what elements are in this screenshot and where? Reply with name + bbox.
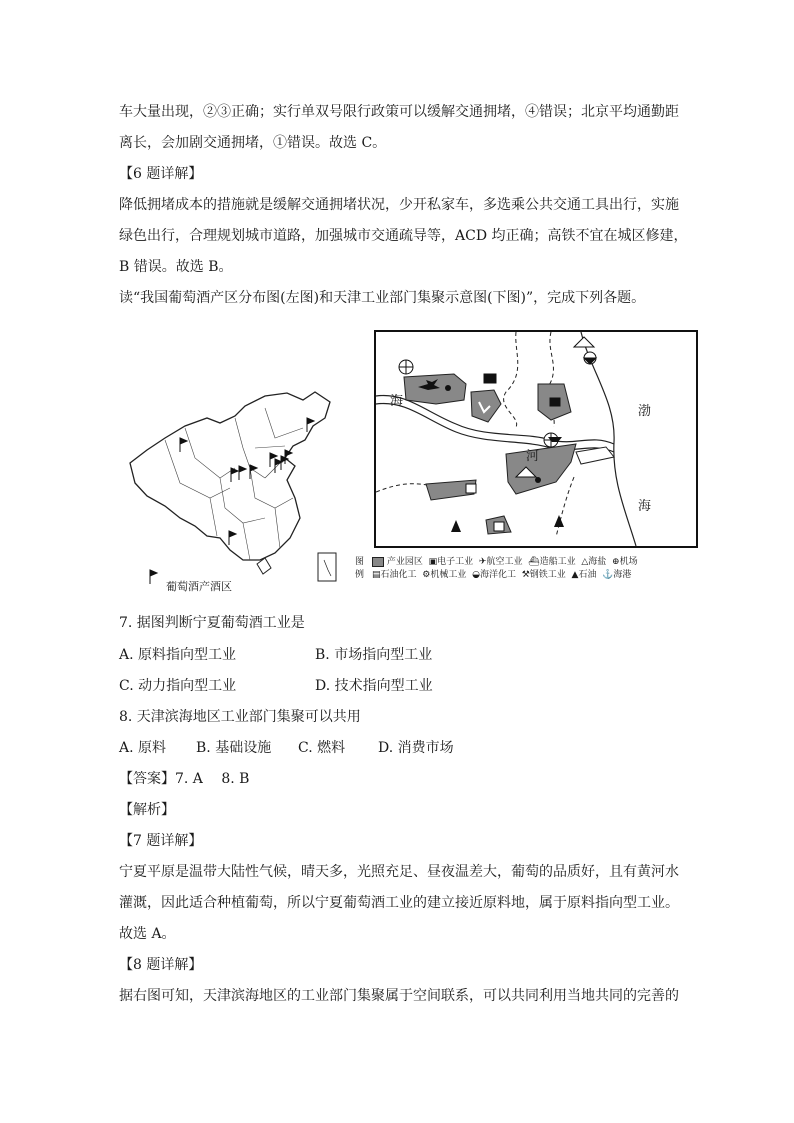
legend-item: 机场 [619, 557, 638, 567]
question-7: 7. 据图判断宁夏葡萄酒工业是 [119, 615, 305, 631]
steel-icon: ⚒ [521, 570, 530, 580]
analysis-heading: 【解析】 [119, 802, 175, 818]
seaport-icon: ⚓ [602, 570, 614, 580]
legend-item: 钢铁工业 [529, 570, 566, 580]
china-wine-region-map [125, 388, 340, 598]
answer-line: 【答案】7. A 8. B [119, 771, 250, 787]
legend-item: 海港 [613, 570, 632, 580]
electronics-icon: ▣ [428, 557, 438, 567]
legend-item: 航空工业 [486, 557, 523, 567]
legend-item: 机械工业 [430, 570, 467, 580]
legend-item: 海盐 [588, 557, 607, 567]
q8-explanation-heading: 【8 题详解】 [119, 957, 203, 973]
petrochemical-icon: ▤ [372, 570, 381, 580]
legend-item: 石油化工 [380, 570, 417, 580]
q8-option-d: D. 消费市场 [378, 740, 454, 756]
q7-option-b: B. 市场指向型工业 [315, 647, 433, 663]
legend-row-1 [372, 556, 638, 568]
sea-label: 海 [390, 394, 404, 409]
airport-icon: ⊕ [612, 557, 620, 567]
industrial-park-icon [372, 557, 384, 567]
section-heading: 【6 题详解】 [119, 166, 203, 182]
legend-label: 例 [355, 570, 365, 580]
bohai-label-1: 渤 [638, 404, 652, 419]
paragraph-line: 车大量出现，②③正确；实行单双号限行政策可以缓解交通拥堵，④错误；北京平均通勤距 [119, 104, 679, 120]
q7-option-a: A. 原料指向型工业 [119, 647, 237, 663]
legend-item: 海洋化工 [479, 570, 516, 580]
q7-option-d: D. 技术指向型工业 [315, 678, 433, 694]
sea-salt-icon: △ [581, 557, 589, 567]
oil-icon: ▲ [571, 570, 579, 580]
q8-option-c: C. 燃料 [298, 740, 346, 756]
q8-option-b: B. 基础设施 [196, 740, 272, 756]
paragraph-line: 宁夏平原是温带大陆性气候，晴天多，光照充足、昼夜温差大，葡萄的品质好，且有黄河水 [119, 864, 679, 880]
question-8: 8. 天津滨海地区工业部门集聚可以共用 [119, 709, 361, 725]
machinery-icon: ⚙ [422, 570, 431, 580]
paragraph-line: B 错误。故选 B。 [119, 259, 233, 275]
legend-item: 电子工业 [437, 557, 474, 567]
china-map-caption: 葡萄酒产酒区 [166, 580, 232, 593]
q7-explanation-heading: 【7 题详解】 [119, 833, 203, 849]
marine-chemical-icon: ◒ [472, 570, 480, 580]
paragraph-line: 离长，会加剧交通拥堵，①错误。故选 C。 [119, 135, 387, 151]
question-intro: 读“我国葡萄酒产区分布图(左图)和天津工业部门集聚示意图(下图)”，完成下列各题。 [119, 290, 646, 306]
q7-option-c: C. 动力指向型工业 [119, 678, 237, 694]
paragraph-line: 降低拥堵成本的措施就是缓解交通拥堵状况，少开私家车，多选乘公共交通工具出行，实施 [119, 197, 679, 213]
paragraph-line: 故选 A。 [119, 926, 176, 942]
legend-row-2 [372, 569, 631, 581]
q8-option-a: A. 原料 [119, 740, 167, 756]
shipbuilding-icon: ⛴ [528, 557, 540, 567]
legend-label: 图 [355, 557, 365, 567]
bohai-label-2: 海 [638, 499, 652, 514]
paragraph-line: 据右图可知，天津滨海地区的工业部门集聚属于空间联系，可以共同利用当地共同的完善的 [119, 988, 679, 1004]
tianjin-industry-map [374, 330, 698, 548]
legend-item: 石油 [578, 570, 597, 580]
legend-item: 产业园区 [386, 557, 423, 567]
paragraph-line: 灌溉，因此适合种植葡萄，所以宁夏葡萄酒工业的建立接近原料地，属于原料指向型工业。 [119, 895, 679, 911]
legend-item: 造船工业 [539, 557, 576, 567]
aviation-icon: ✈ [478, 557, 487, 567]
paragraph-line: 绿色出行，合理规划城市道路，加强城市交通疏导等，ACD 均正确；高铁不宜在城区修建， [119, 228, 688, 244]
river-label: 河 [526, 449, 540, 464]
